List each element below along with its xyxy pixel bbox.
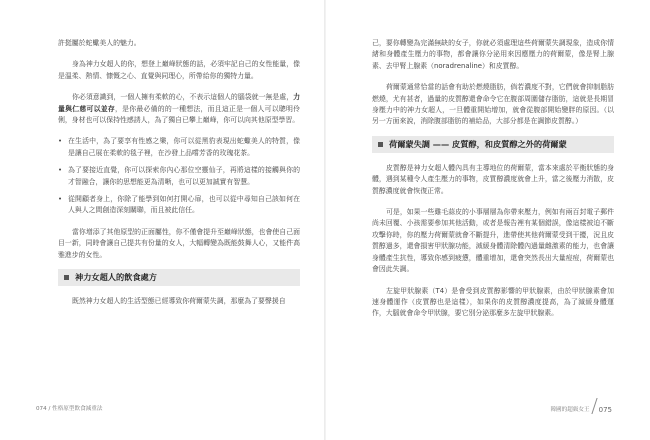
list-item-text: 從開顧者身上，你除了能學到如何打開心扉，也可以從中尋知自己該如何在人與人之間創造深刻關聯，而且被此信任。 — [68, 195, 300, 215]
page-number: 075 — [598, 406, 612, 414]
paragraph: 己，要你轉變為完滿無缺的女子，你就必須處理這些荷爾蒙失調現象，造成你情緒和身體產生壓力的事物，都會讓你分泌用來因應壓力的荷爾蒙，像是腎上腺素、去甲腎上腺素（noradrenaline）和皮質醇。 — [372, 39, 614, 70]
right-text-column — [372, 38, 614, 320]
square-bullet-icon — [378, 142, 383, 147]
paragraph-text: 你必須意識到，一個人擁有柔軟的心，不表示這個人的腦袋就一無是處， — [72, 93, 294, 102]
list-item-text: 為了要接近直覺，你可以探索你內心那位空靈仙子，再將這樣的接觸與你的才智融合，讓你的思想能更為清晰，也可以更加誠實有智慧。 — [68, 166, 300, 186]
bold-emphasis: 力量與仁慈可以並存 — [58, 93, 300, 113]
bullet-icon: • — [58, 166, 63, 175]
paragraph: 既然神力女超人的生活型態已經導致你荷爾蒙失調，那麼為了要聲援自 — [72, 297, 286, 306]
list-item — [58, 136, 300, 159]
paragraph: 可是，如果一些雞毛蒜皮的小事層層為你帶來壓力，例如有兩百封電子郵件尚未回覆、小孩需要參加其他活動，或者是報告裡有某個錯誤，像這樣被迫不斷攻擊你時，你的壓力荷爾蒙就會不斷提升，進帶使其他荷爾蒙受到干擾，況且皮質醇過多，還會損害甲狀腺功能，減緩身體清除體內過量雌激素的能力，也會讓身體產生抗性，導致你感到疲憊，體重增加，還會突然長出大量痘痘，荷爾蒙也會因此失調。 — [372, 208, 614, 274]
list-item — [58, 165, 300, 188]
right-page — [325, 0, 650, 440]
paragraph — [58, 92, 300, 126]
paragraph: 左旋甲狀腺素（T4）是會受到皮質醇影響的甲狀腺素，由於甲狀腺素會加速身體運作（皮質醇也是這樣），如果你的皮質醇濃度提高，為了減緩身體運作，大腦就會命令甲狀腺，要它別分泌那麼多左旋甲狀腺素。 — [372, 286, 614, 318]
section-heading — [372, 136, 614, 153]
section-heading — [58, 269, 300, 286]
paragraph: 皮質醇是神力女超人體內具有主導地位的荷爾蒙，當本來處於平衡狀態的身體，遇到某種令人產生壓力的事物，皮質醇濃度就會上升，當之後壓力消散，皮質醇濃度就會恢復正常。 — [372, 163, 614, 195]
paragraph: 許挺屬於蛇蠍美人的魅力。 — [58, 39, 141, 47]
list-item — [58, 194, 300, 217]
list-item-text: 在生活中，為了要享有性感之樂，你可以從黑豹表現出蛇蠍美人的特質，像是讓自己展在柔軟的毯子裡，在沙發上品嚐芳香的玫瑰花茶。 — [68, 137, 300, 157]
paragraph: 身為神力女超人的你，想登上巔峰狀態的話，必須牢記自己的女性能量，像是溫柔、熱情、慷慨之心、直覺與同理心，所帶給你的獨特力量。 — [58, 60, 300, 80]
right-folio — [550, 398, 612, 414]
left-folio: 074 / 性格原型飲食減重法 — [36, 406, 103, 412]
left-text-column — [58, 38, 300, 308]
section-heading-text: 神力女超人的飲食處方 — [75, 272, 157, 283]
bullet-icon: • — [58, 137, 63, 146]
section-heading-text: 荷爾蒙失調 —— 皮質醇，和皮質醇之外的荷爾蒙 — [389, 138, 567, 149]
paragraph: 荷爾蒙通常恰當的話會有助於燃燒脂肪，倘若濃度不對，它們就會抑制脂肪燃燒，尤有甚者，過量的皮質醇還會命令它在腹部周圍儲存脂肪，這就是長期冒身壓力中的神力女超人，一旦體重開始增加，就會從腹部開始變胖的原因。（以另一方面來說，消除腹部脂肪的補給品，大部分都是在調節皮質醇。） — [372, 83, 614, 126]
paragraph: 當你增添了其他原型的正面屬性，你不僅會提升至巔峰狀態，也會使自己面目一新，同時會讓自己提共有份量的女人，大幅轉變為既能鼓舞人心，又能件高雅進步的女性。 — [58, 227, 300, 259]
running-title: 韓國的超級女王 — [550, 407, 590, 413]
bullet-list — [58, 136, 300, 216]
folio-slash — [591, 398, 597, 414]
square-bullet-icon — [64, 275, 69, 280]
paragraph-text: ，是你最必備的的一種想法，而且這正是一個人可以聰明伶俐，身材也可以保持性感誘人，為了獨自已攀上巔峰，你可以向其他原型學習。 — [58, 104, 301, 125]
bullet-icon: • — [58, 195, 63, 204]
